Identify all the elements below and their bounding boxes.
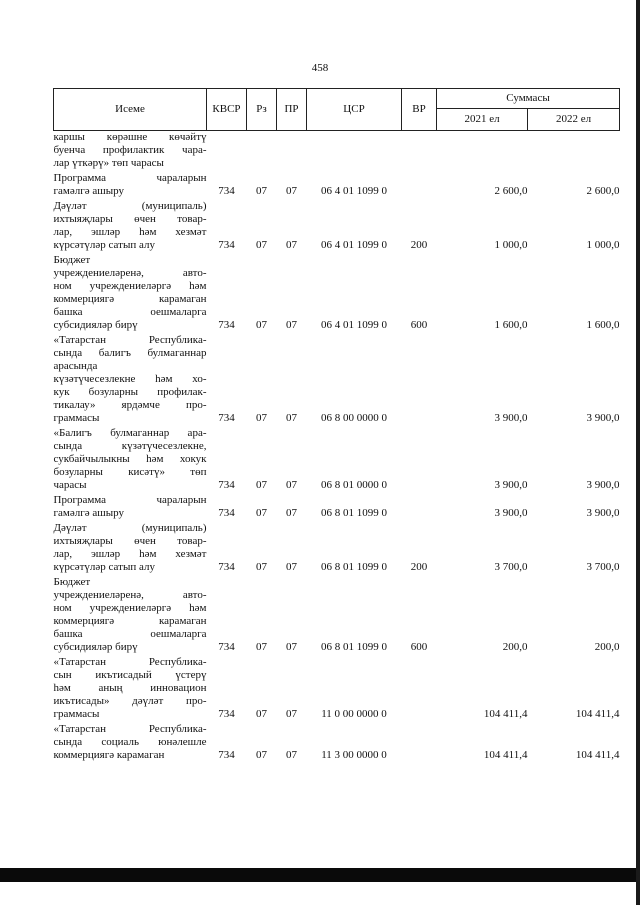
row-name-line: Бюджет <box>53 576 91 588</box>
row-rz: 07 <box>256 641 267 653</box>
row-name-line: буенча профилактик чара- <box>53 144 207 156</box>
row-csr: 06 8 01 0000 0 <box>321 479 387 491</box>
header-rz: Рз <box>247 89 277 131</box>
row-csr: 06 8 01 1099 0 <box>321 641 387 653</box>
row-name-line: ном учреждениеләргә һәм <box>53 602 207 614</box>
row-name-line: кук бозуларны профилак- <box>53 386 207 398</box>
row-rz <box>247 131 277 171</box>
row-sum-2022: 3 900,0 <box>586 479 620 491</box>
row-name-line: учреждениеләренә, авто- <box>53 589 207 601</box>
row-sum-2022: 1 600,0 <box>586 319 620 331</box>
page-number: 458 <box>311 62 329 74</box>
row-sum-2021: 3 900,0 <box>494 507 528 519</box>
row-pr: 07 <box>286 479 297 491</box>
row-name-line: граммасы <box>53 412 100 424</box>
row-name-line: коммерциягә карамаган <box>53 615 207 627</box>
row-name-line: «Балигъ булмаганнар ара- <box>53 427 207 439</box>
row-name-line: Дәүләт (муниципаль) <box>53 200 207 212</box>
header-year-2022: 2022 ел <box>528 109 620 131</box>
table-row <box>54 254 620 332</box>
row-kvsr: 734 <box>218 561 235 573</box>
row-name-line: коммерциягә карамаган <box>53 293 207 305</box>
row-name-line: граммасы <box>53 708 100 720</box>
table-row <box>54 576 620 654</box>
row-name-line: коммерциягә карамаган <box>53 749 165 761</box>
row-name-line: тикалау» ярдәмче про- <box>53 399 207 411</box>
row-name-line: каршы көрәшне көчәйтү <box>53 131 207 143</box>
row-vr <box>402 723 437 762</box>
table-row <box>54 522 620 574</box>
row-sum-2022: 2 600,0 <box>586 185 620 197</box>
row-csr: 06 4 01 1099 0 <box>321 319 387 331</box>
row-csr: 06 4 01 1099 0 <box>321 185 387 197</box>
header-year-2021: 2021 ел <box>437 109 528 131</box>
row-name-line: сында күзәтүчесезлекне, <box>53 440 207 452</box>
row-name-line: Программа чараларын <box>53 494 207 506</box>
row-name-line: бозуларны кисәтү» төп <box>53 466 207 478</box>
row-name-line: ихтыяҗлары өчен товар- <box>53 535 207 547</box>
table-row <box>54 172 620 198</box>
row-name-line: сукбайчылыкны һәм хокук <box>53 453 207 465</box>
row-rz: 07 <box>256 479 267 491</box>
row-vr <box>402 131 437 171</box>
row-name-line: субсидияләр бирү <box>53 319 138 331</box>
row-sum-2022: 104 411,4 <box>575 749 620 761</box>
row-rz: 07 <box>256 561 267 573</box>
row-name-line: күзәтүчесезлекне һәм хо- <box>53 373 207 385</box>
row-pr: 07 <box>286 749 297 761</box>
row-name-line: ихтыяҗлары өчен товар- <box>53 213 207 225</box>
table-row <box>54 427 620 492</box>
table-row <box>54 131 620 171</box>
row-name <box>54 576 207 654</box>
row-sum-2021: 104 411,4 <box>483 708 528 720</box>
table-body <box>54 131 620 765</box>
row-sum-2021 <box>437 131 528 171</box>
row-name-line: сын икътисадый үстерү <box>53 669 207 681</box>
row-csr: 11 0 00 0000 0 <box>321 708 387 720</box>
row-pr: 07 <box>286 708 297 720</box>
row-vr: 600 <box>410 319 428 331</box>
row-name-line: лар, эшләр һәм хезмәт <box>53 548 207 560</box>
row-spacer-cell <box>54 762 620 764</box>
row-name <box>54 334 207 425</box>
row-name-line: чарасы <box>53 479 87 491</box>
table-row <box>54 656 620 721</box>
row-kvsr: 734 <box>218 708 235 720</box>
table-header <box>54 89 620 131</box>
row-sum-2021: 3 900,0 <box>494 479 528 491</box>
row-csr: 06 8 00 0000 0 <box>321 412 387 424</box>
row-rz: 07 <box>256 319 267 331</box>
row-kvsr: 734 <box>218 239 235 251</box>
row-name-line: Программа чараларын <box>53 172 207 184</box>
row-kvsr: 734 <box>218 412 235 424</box>
row-csr: 06 8 01 1099 0 <box>321 561 387 573</box>
row-name-line: сында социаль юнәлешле <box>53 736 207 748</box>
row-name <box>54 172 207 198</box>
scan-right-edge <box>636 0 640 905</box>
row-name-line: Бюджет <box>53 254 91 266</box>
row-name-line: «Татарстан Республика- <box>53 334 207 346</box>
row-pr: 07 <box>286 561 297 573</box>
row-sum-2021: 1 600,0 <box>494 319 528 331</box>
row-csr: 11 3 00 0000 0 <box>321 749 387 761</box>
row-rz: 07 <box>256 749 267 761</box>
row-sum-2021: 104 411,4 <box>483 749 528 761</box>
row-kvsr: 734 <box>218 479 235 491</box>
row-kvsr: 734 <box>218 507 235 519</box>
row-name-line: лар, эшләр һәм хезмәт <box>53 226 207 238</box>
row-csr: 06 8 01 1099 0 <box>321 507 387 519</box>
row-csr <box>307 131 402 171</box>
row-name-line: ном учреждениеләргә һәм <box>53 280 207 292</box>
row-name <box>54 254 207 332</box>
header-pr: ПР <box>277 89 307 131</box>
row-pr: 07 <box>286 507 297 519</box>
row-name-line: «Татарстан Республика- <box>53 723 207 735</box>
row-sum-2022: 3 900,0 <box>586 507 620 519</box>
row-vr <box>402 656 437 721</box>
row-rz: 07 <box>256 708 267 720</box>
row-vr: 600 <box>410 641 428 653</box>
row-name <box>54 723 207 762</box>
row-rz: 07 <box>256 185 267 197</box>
row-name-line: гамәлгә ашыру <box>53 507 124 519</box>
row-name-line: учреждениеләренә, авто- <box>53 267 207 279</box>
row-name-line: арасында <box>53 360 98 372</box>
row-name-line: гамәлгә ашыру <box>53 185 124 197</box>
row-name-line: башка оешмаларга <box>53 306 207 318</box>
row-name-line: күрсәтүләр сатып алу <box>53 239 155 251</box>
row-pr: 07 <box>286 239 297 251</box>
row-sum-2022: 3 900,0 <box>586 412 620 424</box>
row-sum-2022: 104 411,4 <box>575 708 620 720</box>
row-vr <box>402 427 437 492</box>
row-pr: 07 <box>286 641 297 653</box>
row-sum-2021: 3 900,0 <box>494 412 528 424</box>
row-name-line: лар үткәрү» төп чарасы <box>53 157 164 169</box>
row-sum-2021: 3 700,0 <box>494 561 528 573</box>
row-name <box>54 131 207 171</box>
row-sum-2021: 2 600,0 <box>494 185 528 197</box>
header-vr: ВР <box>402 89 437 131</box>
row-vr: 200 <box>410 239 428 251</box>
table-row <box>54 200 620 252</box>
row-name-line: башка оешмаларга <box>53 628 207 640</box>
row-name-line: Дәүләт (муниципаль) <box>53 522 207 534</box>
row-name <box>54 200 207 252</box>
row-name-line: икътисады» дәүләт про- <box>53 695 207 707</box>
row-vr <box>402 172 437 198</box>
row-sum-2022: 1 000,0 <box>586 239 620 251</box>
row-rz: 07 <box>256 507 267 519</box>
row-rz: 07 <box>256 412 267 424</box>
row-name <box>54 522 207 574</box>
row-pr: 07 <box>286 412 297 424</box>
row-name <box>54 656 207 721</box>
row-vr <box>402 334 437 425</box>
row-sum-2021: 200,0 <box>502 641 528 653</box>
row-sum-2021: 1 000,0 <box>494 239 528 251</box>
table-row <box>54 334 620 425</box>
budget-table <box>53 88 620 764</box>
row-vr: 200 <box>410 561 428 573</box>
table-row <box>54 723 620 762</box>
row-name-line: һәм аның инновацион <box>53 682 207 694</box>
row-rz: 07 <box>256 239 267 251</box>
row-kvsr <box>207 131 247 171</box>
row-kvsr: 734 <box>218 641 235 653</box>
header-csr: ЦСР <box>307 89 402 131</box>
header-kvsr: КВСР <box>207 89 247 131</box>
row-name <box>54 427 207 492</box>
row-sum-2022 <box>528 131 620 171</box>
row-pr <box>277 131 307 171</box>
row-sum-2022: 3 700,0 <box>586 561 620 573</box>
row-csr: 06 4 01 1099 0 <box>321 239 387 251</box>
row-name-line: «Татарстан Республика- <box>53 656 207 668</box>
row-kvsr: 734 <box>218 319 235 331</box>
row-spacer <box>54 762 620 764</box>
scan-bottom-band <box>0 868 636 882</box>
row-sum-2022: 200,0 <box>594 641 620 653</box>
row-kvsr: 734 <box>218 749 235 761</box>
row-vr <box>402 494 437 520</box>
row-pr: 07 <box>286 319 297 331</box>
row-pr: 07 <box>286 185 297 197</box>
row-name-line: субсидияләр бирү <box>53 641 138 653</box>
row-name <box>54 494 207 520</box>
header-sums: Суммасы <box>437 89 620 109</box>
row-name-line: сында балигъ булмаганнар <box>53 347 207 359</box>
table-row <box>54 494 620 520</box>
row-kvsr: 734 <box>218 185 235 197</box>
header-name: Исеме <box>54 89 207 131</box>
row-name-line: күрсәтүләр сатып алу <box>53 561 155 573</box>
